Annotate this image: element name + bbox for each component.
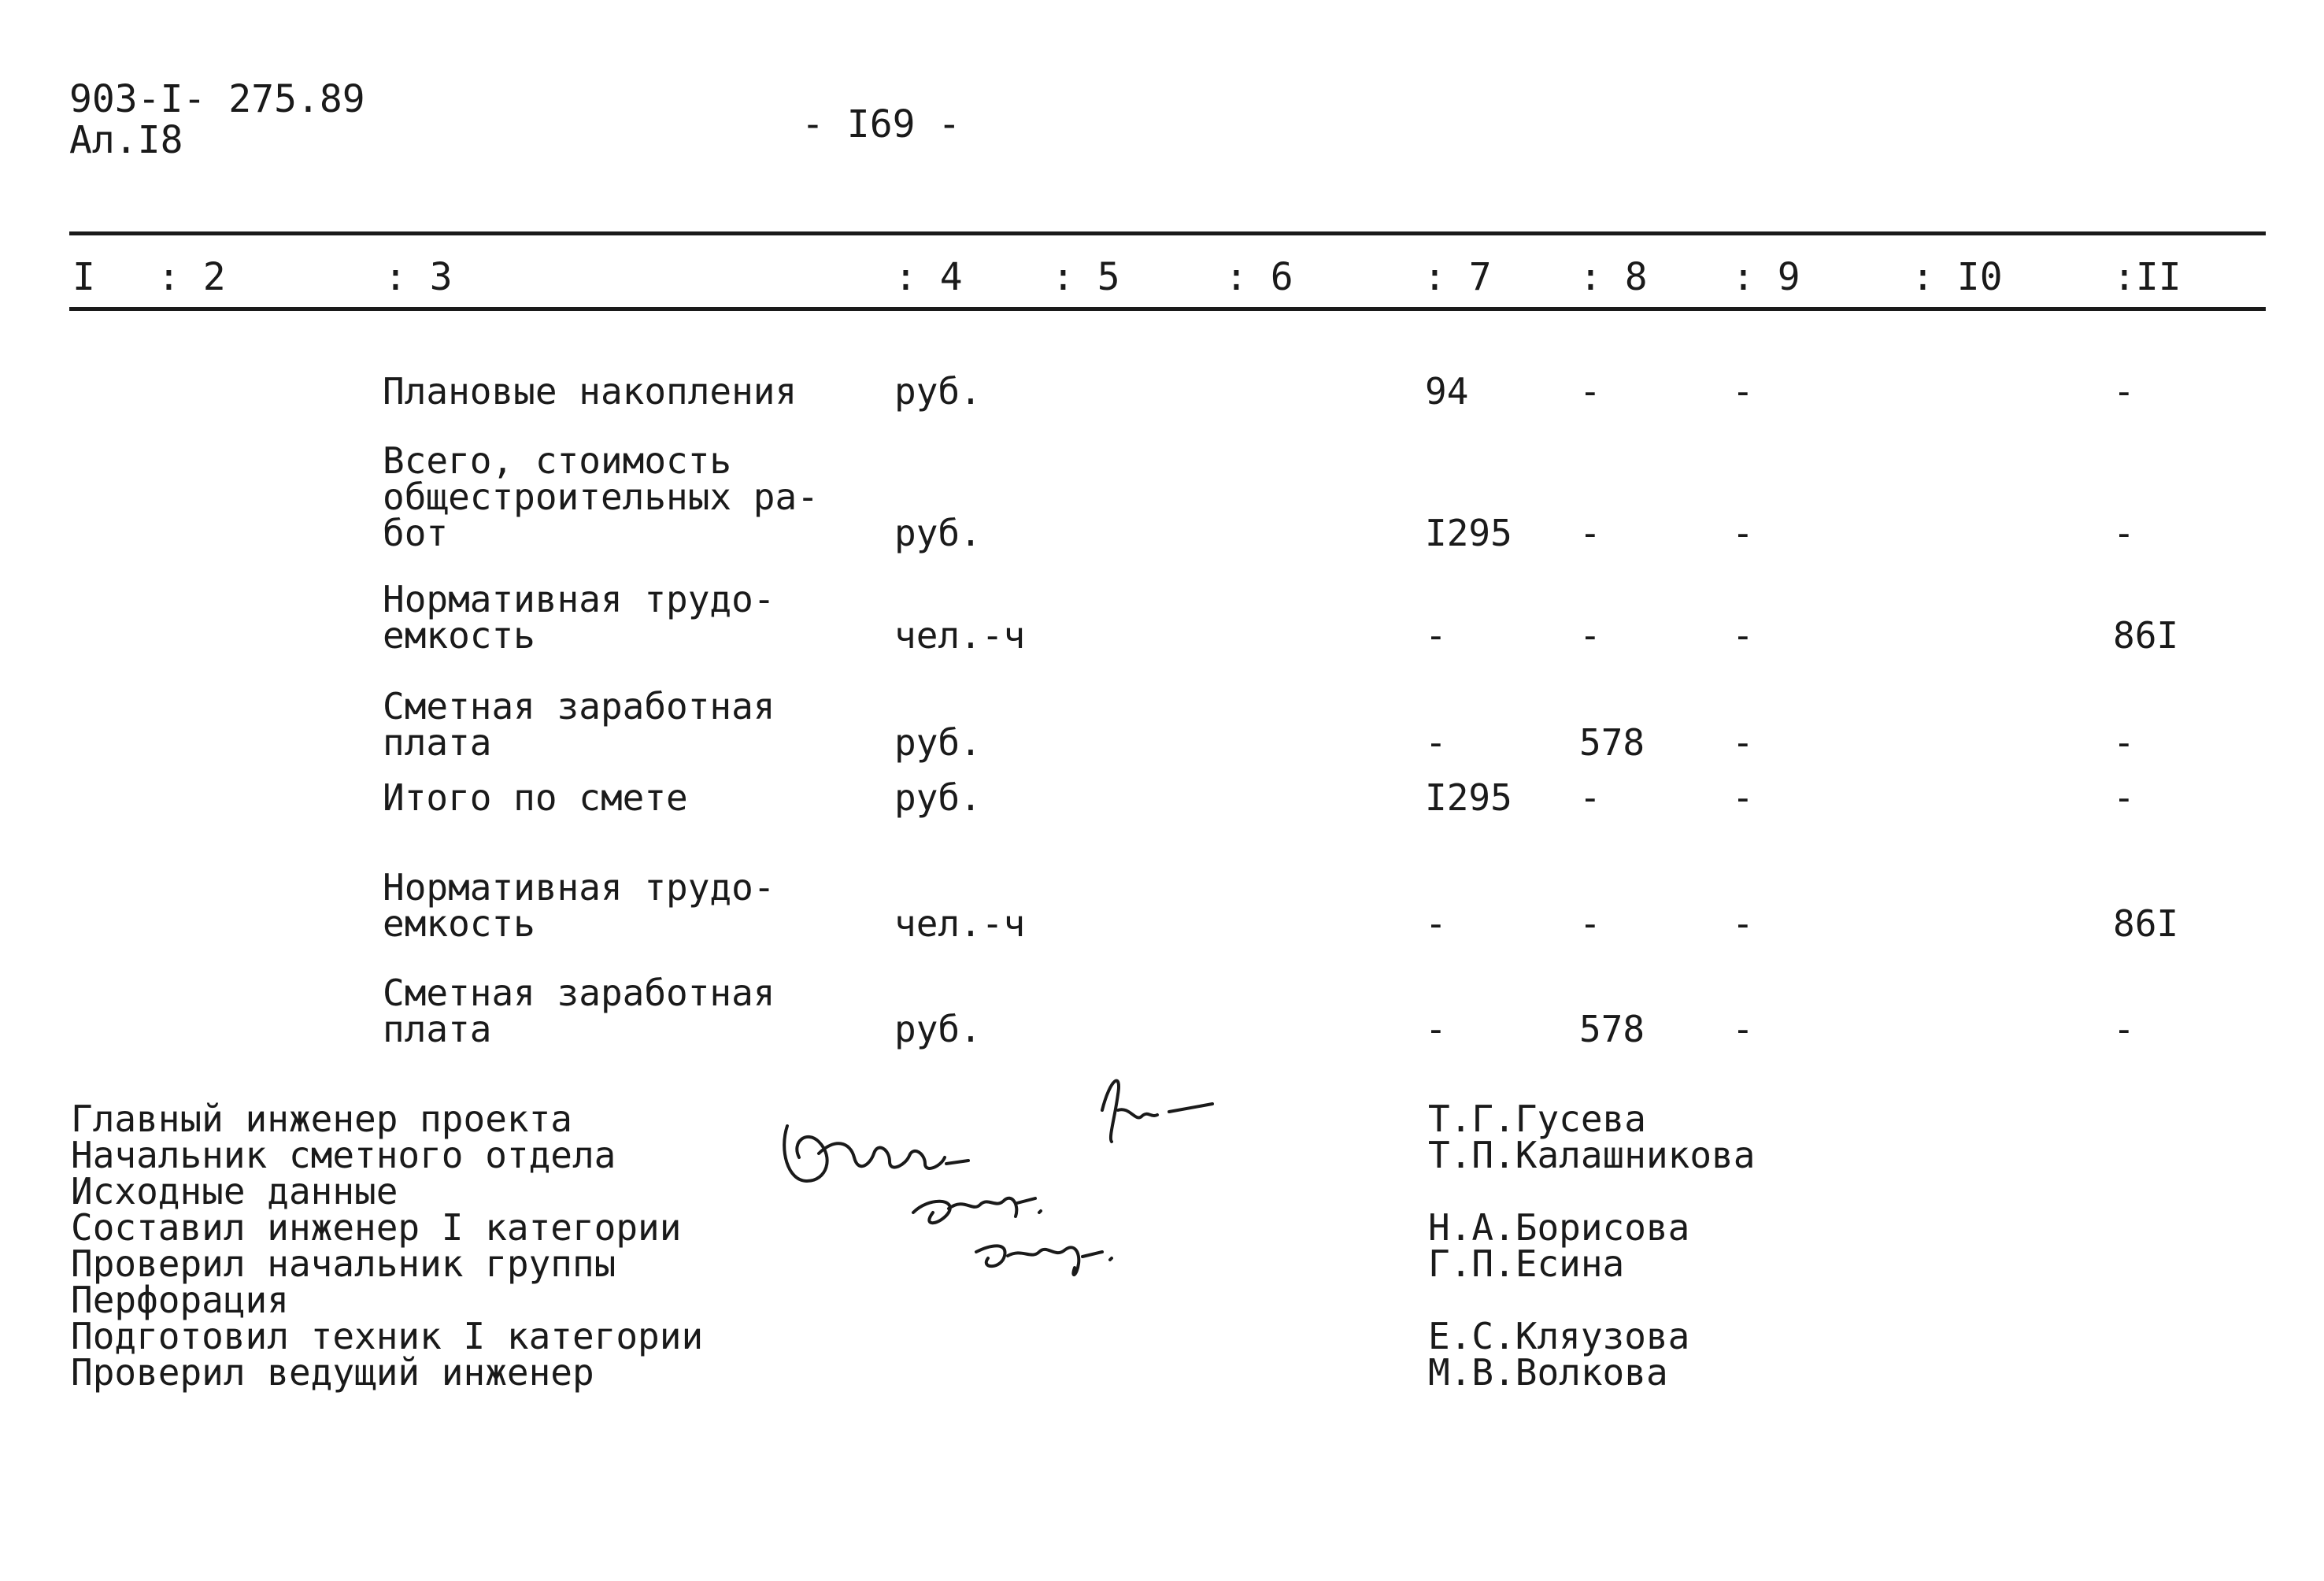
row-value-c8: 578 [1579, 1008, 1645, 1050]
column-header-4: : 4 [894, 255, 963, 299]
signoff-name: Т.Г.Гусева [1428, 1098, 1646, 1140]
row-unit: руб. [894, 721, 982, 764]
column-header-5: : 5 [1052, 255, 1120, 299]
column-header-9: : 9 [1732, 255, 1800, 299]
row-value-c11: - [2113, 776, 2135, 819]
row-value-c7: I295 [1425, 776, 1512, 819]
row-label-line: Плановые накопления [383, 370, 797, 413]
signoff-names [1428, 1098, 1756, 1394]
row-label-line: Нормативная трудо- [383, 578, 775, 620]
row-label-line: емкость [383, 902, 535, 945]
row-label-line: Сметная заработная [383, 972, 775, 1014]
signoff-name: Г.П.Есина [1428, 1242, 1625, 1285]
row-unit: чел.-ч [894, 902, 1026, 945]
row-value-c11: 86I [2113, 902, 2179, 945]
row-value-c7: - [1425, 1008, 1447, 1050]
row-label-line: Сметная заработная [383, 685, 775, 728]
row-value-c7: - [1425, 721, 1447, 764]
column-header-10: : I0 [1911, 255, 2003, 299]
signoff-roles [71, 1098, 704, 1394]
row-label-line: плата [383, 721, 492, 764]
column-header-6: : 6 [1225, 255, 1293, 299]
row-value-c8: 578 [1579, 721, 1645, 764]
signoff-role: Исходные данные [71, 1170, 398, 1213]
row-value-c8: - [1579, 512, 1601, 554]
row-label-line: Всего, стоимость [383, 439, 732, 482]
row-value-c9: - [1732, 614, 1754, 657]
column-header-1: I [72, 255, 95, 299]
document-code-line2: Ал.I8 [69, 118, 183, 162]
column-header-7: : 7 [1423, 255, 1492, 299]
row-value-c11: - [2113, 370, 2135, 413]
signoff-name [1428, 1173, 1755, 1209]
signoff-role: Перфорация [71, 1279, 289, 1321]
row-value-c11: 86I [2113, 614, 2179, 657]
row-label-line: бот [383, 512, 449, 554]
signoff-role: Начальник сметного отдела [71, 1134, 616, 1176]
signoff-name [1428, 1282, 1755, 1318]
column-header-2: : 2 [157, 255, 226, 299]
row-unit: руб. [894, 512, 982, 554]
row-value-c7: - [1425, 902, 1447, 945]
row-value-c9: - [1732, 721, 1754, 764]
column-header-8: : 8 [1579, 255, 1648, 299]
row-unit: руб. [894, 370, 982, 413]
row-unit: чел.-ч [894, 614, 1026, 657]
row-value-c9: - [1732, 902, 1754, 945]
row-unit: руб. [894, 1008, 982, 1050]
row-label-line: Итого по смете [383, 776, 688, 819]
table-top-rule [69, 231, 2266, 235]
signoff-name: М.В.Волкова [1428, 1351, 1668, 1394]
signoff-role: Подготовил техник I категории [71, 1315, 704, 1357]
row-value-c7: 94 [1425, 370, 1469, 413]
signoff-name: Н.А.Борисова [1428, 1206, 1690, 1249]
row-value-c11: - [2113, 1008, 2135, 1050]
row-value-c8: - [1579, 614, 1601, 657]
table-header-rule [69, 307, 2266, 311]
signoff-role: Главный инженер проекта [71, 1098, 572, 1140]
row-value-c7: I295 [1425, 512, 1512, 554]
row-value-c7: - [1425, 614, 1447, 657]
row-label-line: плата [383, 1008, 492, 1050]
row-unit: руб. [894, 776, 982, 819]
page-number: - I69 - [801, 102, 961, 146]
row-value-c8: - [1579, 370, 1601, 413]
row-value-c9: - [1732, 370, 1754, 413]
row-value-c11: - [2113, 512, 2135, 554]
row-value-c9: - [1732, 776, 1754, 819]
signoff-role: Составил инженер I категории [71, 1206, 682, 1249]
row-value-c9: - [1732, 1008, 1754, 1050]
signoff-name: Е.С.Кляузова [1428, 1315, 1690, 1357]
column-header-3: : 3 [384, 255, 453, 299]
column-header-11: :II [2113, 255, 2182, 299]
signoff-name: Т.П.Калашникова [1428, 1134, 1756, 1176]
row-value-c9: - [1732, 512, 1754, 554]
signoff-role: Проверил начальник группы [71, 1242, 616, 1285]
row-value-c11: - [2113, 721, 2135, 764]
row-label-line: емкость [383, 614, 535, 657]
signoff-role: Проверил ведущий инженер [71, 1351, 594, 1394]
document-code [69, 79, 365, 161]
handwritten-signatures [772, 1063, 1275, 1299]
row-value-c8: - [1579, 776, 1601, 819]
document-code-line1: 903-I- 275.89 [69, 77, 365, 121]
row-label-line: Нормативная трудо- [383, 866, 775, 909]
row-label-line: общестроительных ра- [383, 476, 819, 518]
row-value-c8: - [1579, 902, 1601, 945]
